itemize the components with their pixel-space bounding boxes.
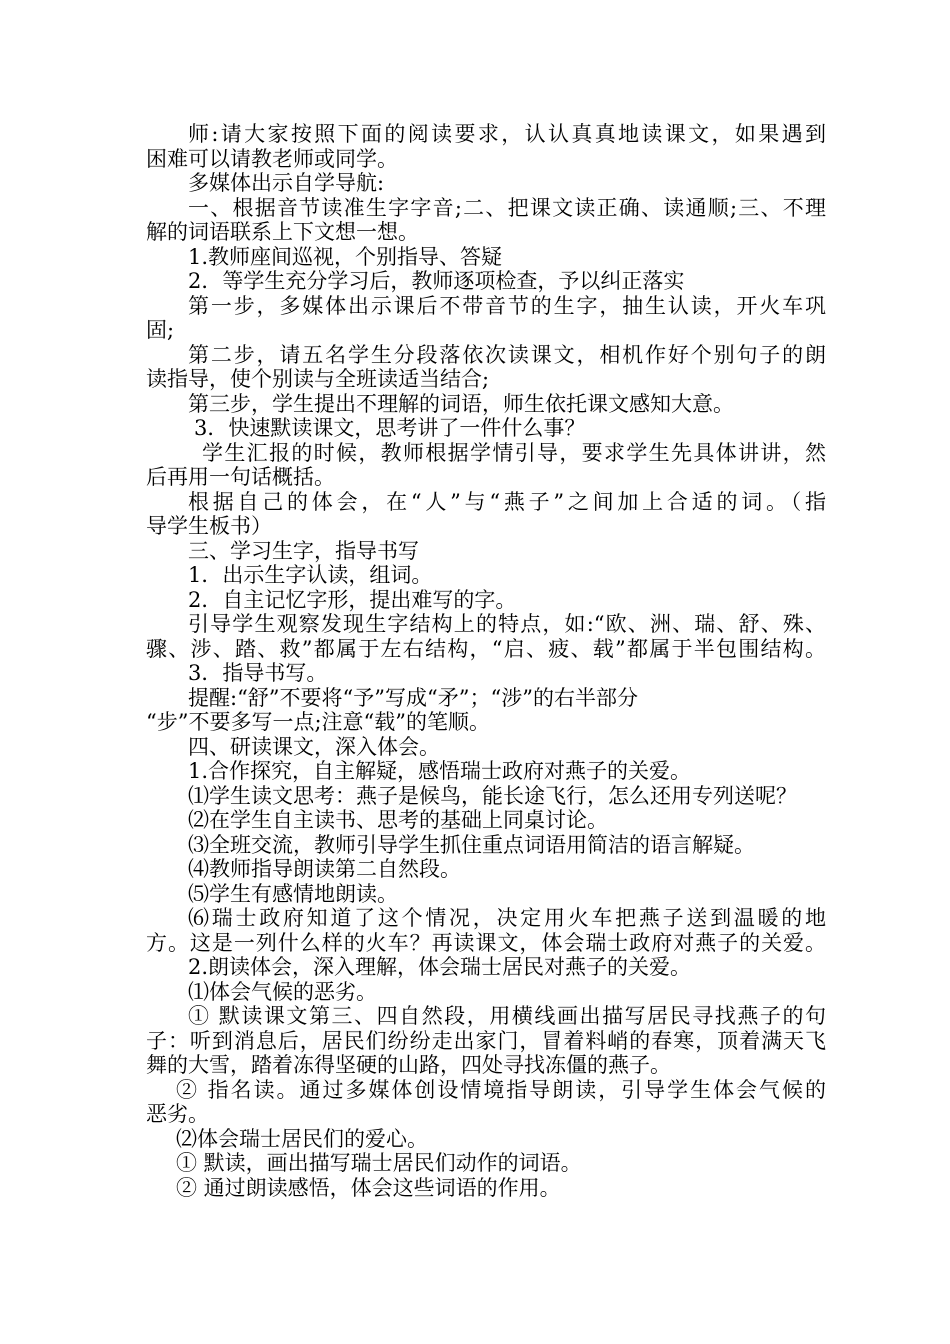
paragraph-line: 1.教师座间巡视，个别指导、答疑 bbox=[188, 244, 503, 269]
paragraph-line: 后再用一句话概括。 bbox=[146, 465, 335, 489]
paragraph-line: 导学生板书） bbox=[146, 514, 272, 538]
paragraph-line: ⑶全班交流，教师引导学生抓住重点词语用简洁的语言解疑。 bbox=[188, 832, 755, 857]
paragraph-line: 2．等学生充分学习后，教师逐项检查，予以纠正落实 bbox=[188, 269, 685, 293]
paragraph-line: 读指导，使个别读与全班读适当结合; bbox=[146, 367, 490, 391]
paragraph-line: ⑴学生读文思考：燕子是候鸟，能长途飞行，怎么还用专列送呢？ bbox=[188, 783, 797, 808]
paragraph-line: 第一步，多媒体出示课后不带音节的生字，抽生认读，开火车巩 bbox=[188, 293, 826, 318]
paragraph-line: 师:请大家按照下面的阅读要求，认认真真地读课文，如果遇到 bbox=[188, 122, 826, 146]
paragraph-line: 固; bbox=[146, 318, 175, 342]
paragraph-line: 困难可以请教老师或同学。 bbox=[146, 146, 398, 171]
paragraph-line: 子：听到消息后，居民们纷纷走出家门，冒着料峭的春寒，顶着满天飞 bbox=[146, 1028, 826, 1053]
paragraph-line: 引导学生观察发现生字结构上的特点，如:“欧、洲、瑞、舒、殊、 bbox=[188, 612, 826, 636]
paragraph-line: 舞的大雪，踏着冻得坚硬的山路，四处寻找冻僵的燕子。 bbox=[146, 1053, 671, 1077]
paragraph-line: 骤、涉、踏、救”都属于左右结构，“启、疲、载”都属于半包围结构。 bbox=[146, 636, 826, 661]
paragraph-line: 3．快速默读课文，思考讲了一件什么事？ bbox=[194, 416, 586, 440]
paragraph-line: 第三步，学生提出不理解的词语，师生依托课文感知大意。 bbox=[188, 391, 734, 416]
paragraph-line: 三、学习生字，指导书写 bbox=[188, 538, 419, 563]
paragraph-line: ⑸学生有感情地朗读。 bbox=[188, 881, 398, 906]
paragraph-line: ⑹瑞士政府知道了这个情况，决定用火车把燕子送到温暖的地 bbox=[188, 906, 826, 930]
paragraph-line: ⑷教师指导朗读第二自然段。 bbox=[188, 857, 461, 881]
paragraph-line: 学生汇报的时候，教师根据学情引导，要求学生先具体讲讲，然 bbox=[202, 440, 826, 465]
paragraph-line: 1.合作探究，自主解疑，感悟瑞士政府对燕子的关爱。 bbox=[188, 759, 692, 783]
paragraph-line: 解的词语联系上下文想一想。 bbox=[146, 220, 419, 244]
paragraph-line: 2．自主记忆字形，提出难写的字。 bbox=[188, 587, 517, 612]
paragraph-line: 恶劣。 bbox=[146, 1102, 209, 1126]
paragraph-line: ⑴体会气候的恶劣。 bbox=[188, 979, 377, 1004]
paragraph-line: 方。这是一列什么样的火车？再读课文，体会瑞士政府对燕子的关爱。 bbox=[146, 930, 826, 955]
paragraph-line: ① 默读课文第三、四自然段，用横线画出描写居民寻找燕子的句 bbox=[188, 1004, 826, 1028]
paragraph-line: ① 默读，画出描写瑞士居民们动作的词语。 bbox=[176, 1151, 582, 1175]
paragraph-line: 一、根据音节读准生字字音;二、把课文读正确、读通顺;三、不理 bbox=[188, 195, 826, 220]
paragraph-line: ⑵在学生自主读书、思考的基础上同桌讨论。 bbox=[188, 808, 608, 832]
paragraph-line: “步”不要多写一点;注意“载”的笔顺。 bbox=[146, 710, 491, 734]
paragraph-line: ② 通过朗读感悟，体会这些词语的作用。 bbox=[176, 1175, 561, 1200]
paragraph-line: 1．出示生字认读，组词。 bbox=[188, 563, 433, 587]
paragraph-line: 多媒体出示自学导航: bbox=[188, 171, 385, 195]
paragraph-line: 根据自己的体会，在“人”与“燕子”之间加上合适的词。（指 bbox=[188, 489, 826, 514]
paragraph-line: 3．指导书写。 bbox=[188, 661, 328, 685]
paragraph-line: 四、研读课文，深入体会。 bbox=[188, 734, 440, 759]
paragraph-line: 第二步，请五名学生分段落依次读课文，相机作好个别句子的朗 bbox=[188, 342, 826, 367]
paragraph-line: ② 指名读。通过多媒体创设情境指导朗读，引导学生体会气候的 bbox=[176, 1077, 826, 1102]
paragraph-line: 2.朗读体会，深入理解，体会瑞士居民对燕子的关爱。 bbox=[188, 955, 692, 979]
document-body bbox=[146, 122, 826, 1200]
paragraph-line: ⑵体会瑞士居民们的爱心。 bbox=[176, 1126, 428, 1151]
paragraph-line: 提醒:“舒”不要将“予”写成“矛”；“涉”的右半部分 bbox=[188, 685, 638, 710]
